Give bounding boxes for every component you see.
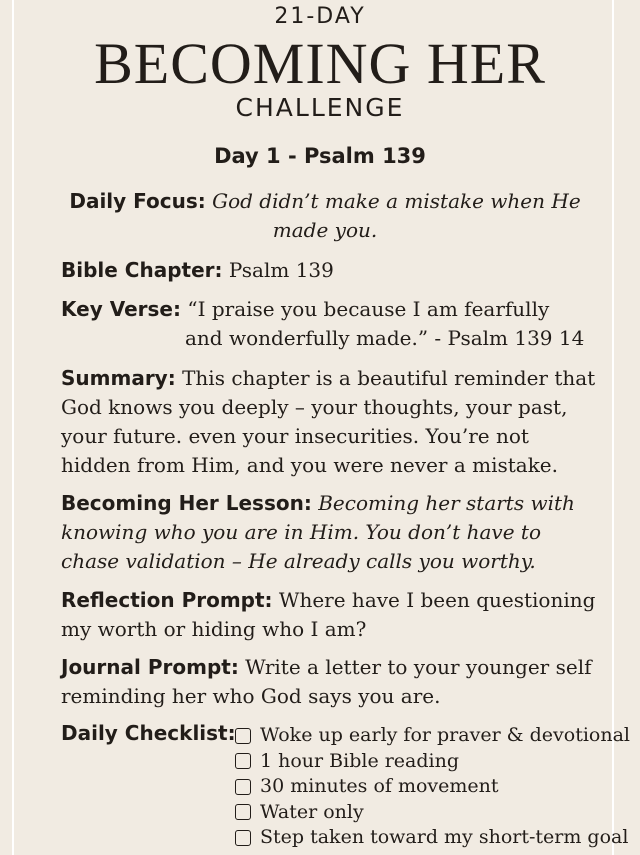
key-verse-line1: “I praise you because I am fearfully [187,297,550,321]
pretitle: 21-DAY [274,4,366,29]
checkbox-icon[interactable] [235,779,251,795]
journal-label: Journal Prompt: [61,655,239,679]
key-verse [61,295,621,353]
daily-checklist [235,723,631,851]
summary [61,364,601,480]
page-edge-left [12,0,14,855]
lesson-label: Becoming Her Lesson: [61,491,312,515]
reflection-label: Reflection Prompt: [61,588,273,612]
page-subtitle: CHALLENGE [235,93,405,122]
checklist-item-label: Woke up early for praver & devotional [260,724,631,746]
checklist-item[interactable] [235,723,631,749]
page-title: BECOMING HER [94,31,546,96]
checklist-item[interactable] [235,825,629,851]
checkbox-icon[interactable] [235,753,251,769]
lesson-text: Becoming her starts with knowing who you are in Him. You don’t have to chase validation – He already calls you worthy. [61,491,575,573]
reflection-prompt [61,586,601,644]
bible-chapter [61,256,621,285]
checkbox-icon[interactable] [235,804,251,820]
daily-focus [60,187,590,245]
checklist-item-label: Step taken toward my short-term goal [260,826,629,848]
reflection-text: Where have I been questioning my worth or hiding who I am? [61,588,596,641]
checklist-item-label: 1 hour Bible reading [260,749,460,772]
checklist-item[interactable] [235,774,615,800]
summary-label: Summary: [61,366,176,390]
summary-text: This chapter is a beautiful reminder that God knows you deeply – your thoughts, your past, your future. even your insecurities. You’re not hidden from Him, and you were never a mistake. [61,366,596,477]
daily-checklist-label: Daily Checklist: [61,721,236,745]
checklist-item[interactable] [235,800,615,826]
key-verse-label: Key Verse: [61,297,181,321]
day-title: Day 1 - Psalm 139 [214,144,426,168]
checklist-item-label: Water only [260,800,364,823]
bible-chapter-label: Bible Chapter: [61,258,223,282]
daily-focus-text: God didn’t make a mistake when He made you. [212,189,581,242]
journal-text: Write a letter to your younger self reminding her who God says you are. [61,655,592,708]
daily-focus-label: Daily Focus: [69,189,206,213]
checkbox-icon[interactable] [235,830,251,846]
bible-chapter-text: Psalm 139 [228,258,334,282]
checklist-item-label: 30 minutes of movement [260,775,499,797]
checklist-item[interactable] [235,749,615,775]
key-verse-line2: and wonderfully made.” - Psalm 139 14 [185,326,585,350]
journal-prompt [61,653,601,711]
becoming-her-lesson [61,489,601,576]
checkbox-icon[interactable] [235,728,251,744]
